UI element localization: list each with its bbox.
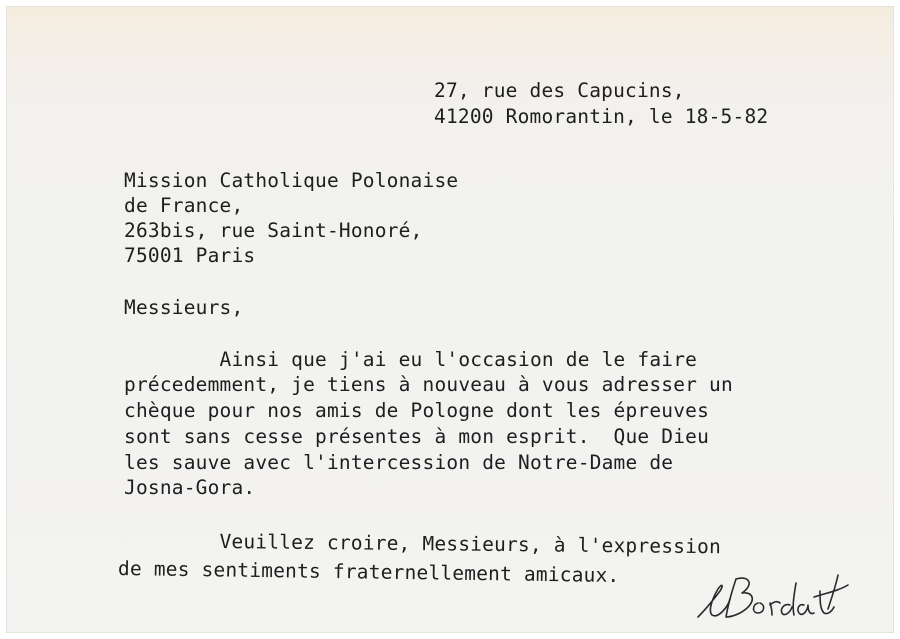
- closing-line-1: Veuillez croire, Messieurs, à l'expression: [123, 529, 722, 559]
- letter-page: [6, 6, 894, 633]
- recipient-address-line-1: Mission Catholique Polonaise: [124, 169, 459, 192]
- recipient-address-line-4: 75001 Paris: [124, 244, 256, 267]
- body-line-5: les sauve avec l'intercession de Notre-Dame de: [124, 451, 674, 474]
- body-line-4: sont sans cesse présentes à mon esprit. Que Dieu: [124, 425, 710, 448]
- recipient-address-line-3: 263bis, rue Saint-Honoré,: [124, 219, 423, 242]
- body-line-6: Josna-Gora.: [124, 476, 256, 499]
- closing-line-2: de mes sentiments fraternellement amicaux.: [117, 557, 620, 588]
- sender-address-line-1: 27, rue des Capucins,: [434, 79, 685, 102]
- recipient-address-line-2: de France,: [124, 194, 244, 217]
- salutation: Messieurs,: [124, 296, 244, 319]
- body-line-1: Ainsi que j'ai eu l'occasion de le faire: [124, 348, 698, 371]
- handwritten-signature: [692, 561, 852, 631]
- sender-address-line-2: 41200 Romorantin, le 18-5-82: [434, 105, 769, 128]
- body-line-3: chèque pour nos amis de Pologne dont les épreuves: [124, 399, 710, 422]
- body-line-2: précedemment, je tiens à nouveau à vous adresser un: [124, 373, 733, 396]
